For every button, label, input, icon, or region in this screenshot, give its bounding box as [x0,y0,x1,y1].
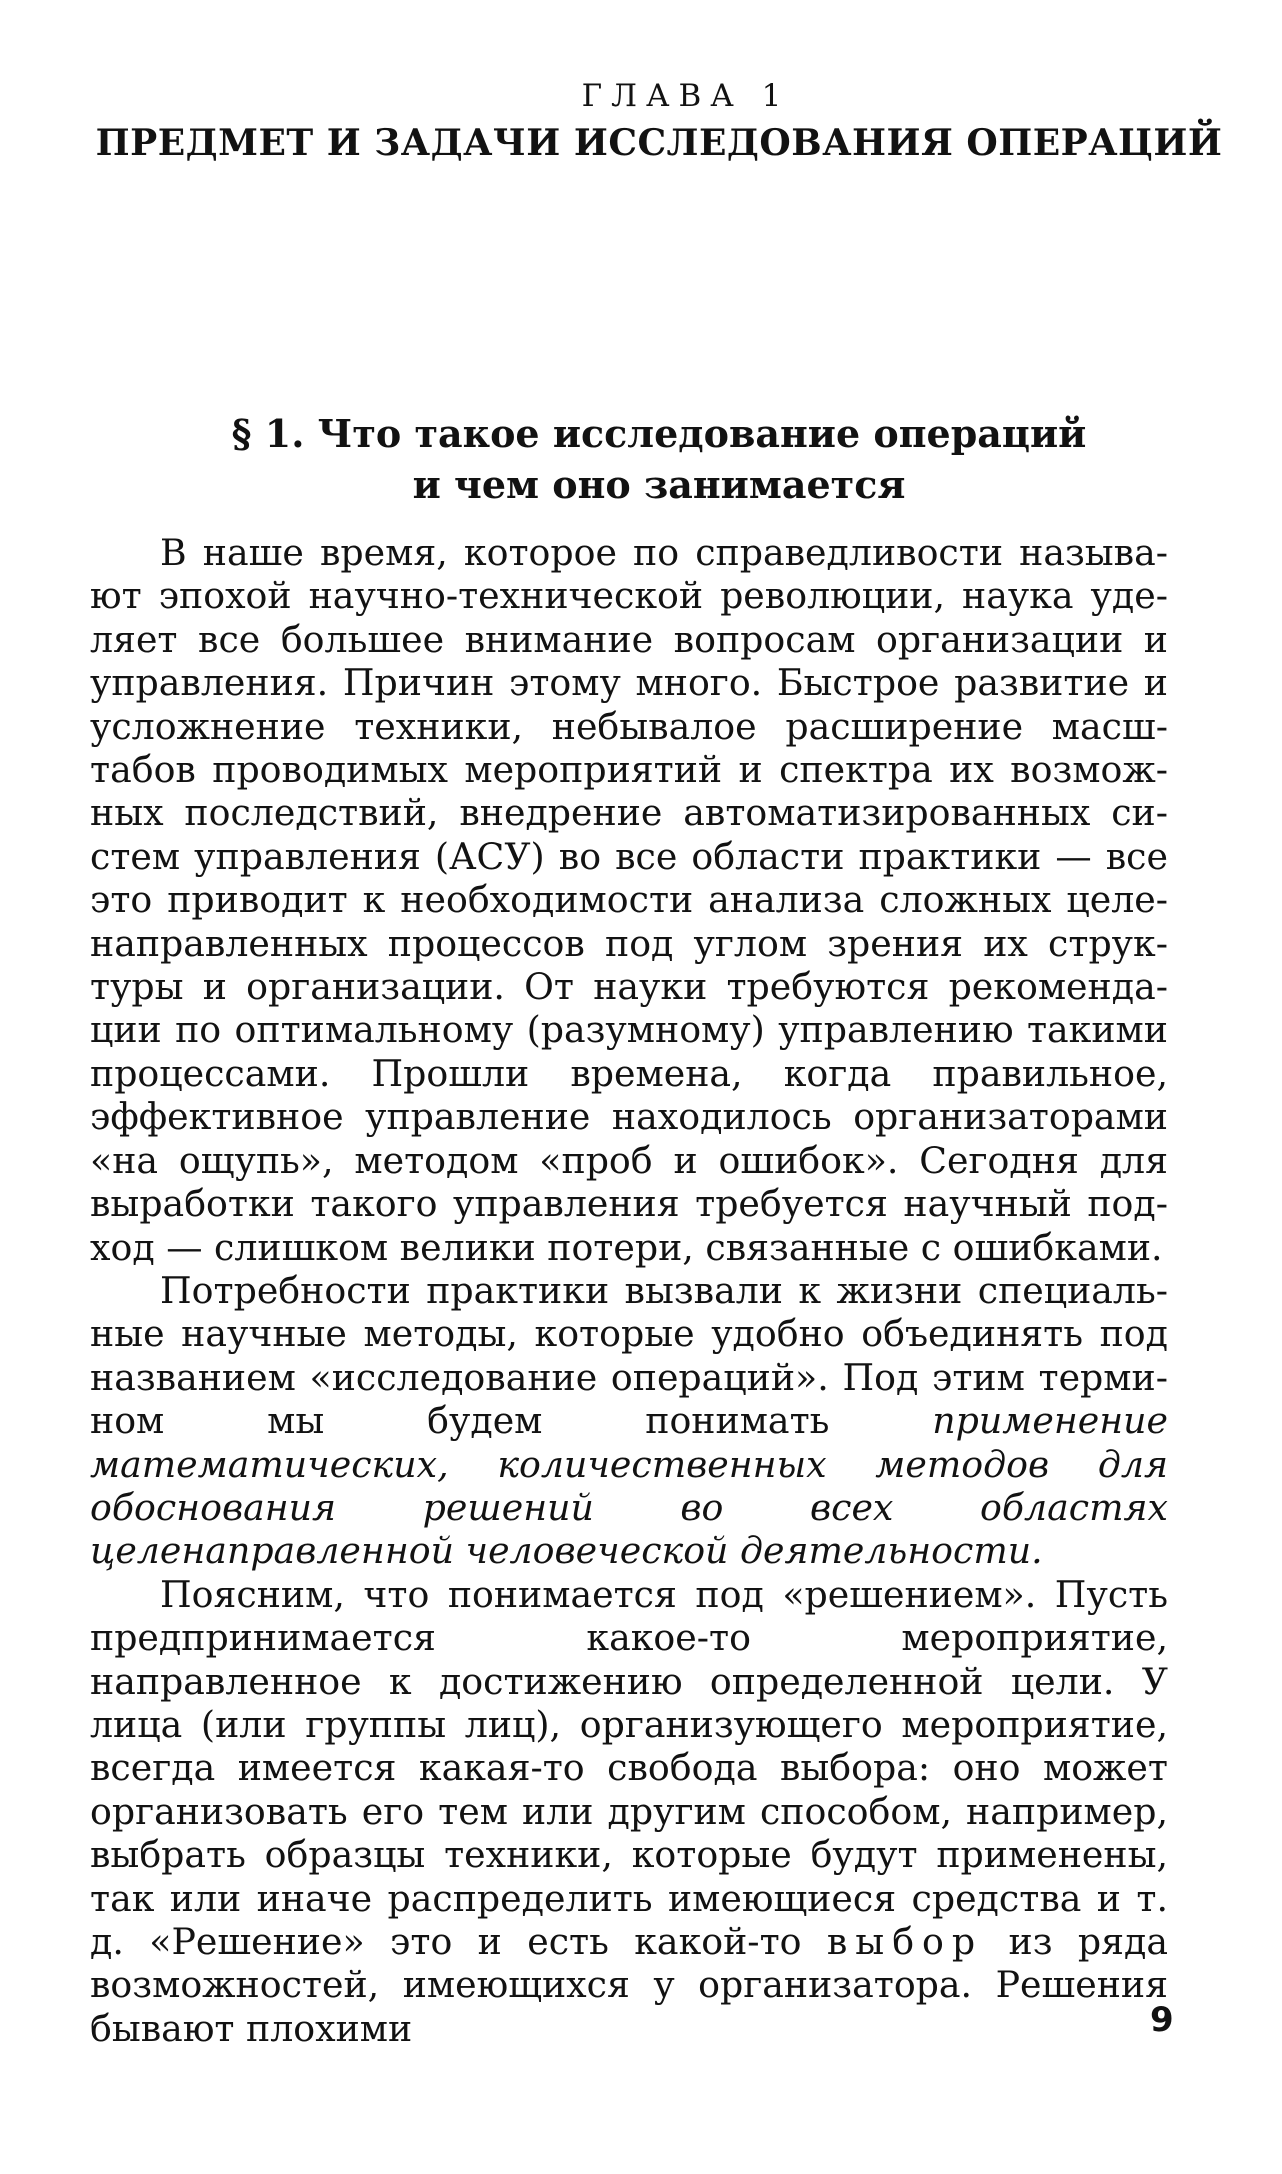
section-heading-line-2: и чем оно занимается [412,462,906,507]
section-heading [0,408,1282,510]
paragraph-3 [90,1573,1168,2050]
paragraph-3-spaced-word: выбор [826,1920,984,1963]
page-number: 9 [1150,2000,1174,2040]
section-heading-line-1: § 1. Что такое исследование операций [231,411,1087,456]
body-text [90,531,1168,2050]
paragraph-2 [90,1269,1168,1573]
paragraph-1: В наше время, которое по справедливости называют эпохой научно-технической революции, наука уделяет все большее внимание вопросам организации и управления. Причин этому много. Быстрое развитие и усложнение техники, небывалое расширение масштабов проводимых мероприятий и спектра их возможных последствий, внедрение автоматизированных систем управления (АСУ) во все области практики — все это приводит к необходимости анализа сложных целенаправленных процессов под углом зрения их структуры и организации. От науки требуются рекомендации по оптимальному (разумному) управлению такими процессами. Прошли времена, когда правильное, эффективное управление находилось организаторами «на ощупь», методом «проб и ошибок». Сегодня для выработки такого управления требуется научный подход — слишком велики потери, связанные с ошибками. [90,531,1168,1269]
chapter-label: ГЛАВА 1 [581,78,791,114]
paragraph-2-definition: применение математических, количественных методов для обоснования решений во всех областях целенаправленной человеческой деятельности. [90,1399,1168,1573]
paragraph-2-text: Потребности практики вызвали к жизни специальные научные методы, которые удобно объединять под названием «исследование операций». Под этим термином мы будем понимать [90,1268,1168,1443]
chapter-title: ПРЕДМЕТ И ЗАДАЧИ ИССЛЕДОВАНИЯ ОПЕРАЦИЙ [95,122,1223,164]
paragraph-3-text-end: из ряда возможностей, имеющихся у организатора. Решения бывают плохими [90,1920,1168,2050]
paragraph-3-text: Поясним, что понимается под «решением». Пусть предпринимается какое-то мероприятие, направленное к достижению определенной цели. У лица (или группы лиц), организующего мероприятие, всегда имеется какая-то свобода выбора: оно может организовать его тем или другим способом, например, выбрать образцы техники, которые будут применены, так или иначе распределить имеющиеся средства и т. д. «Решение» это и есть какой-то [90,1572,1168,1963]
